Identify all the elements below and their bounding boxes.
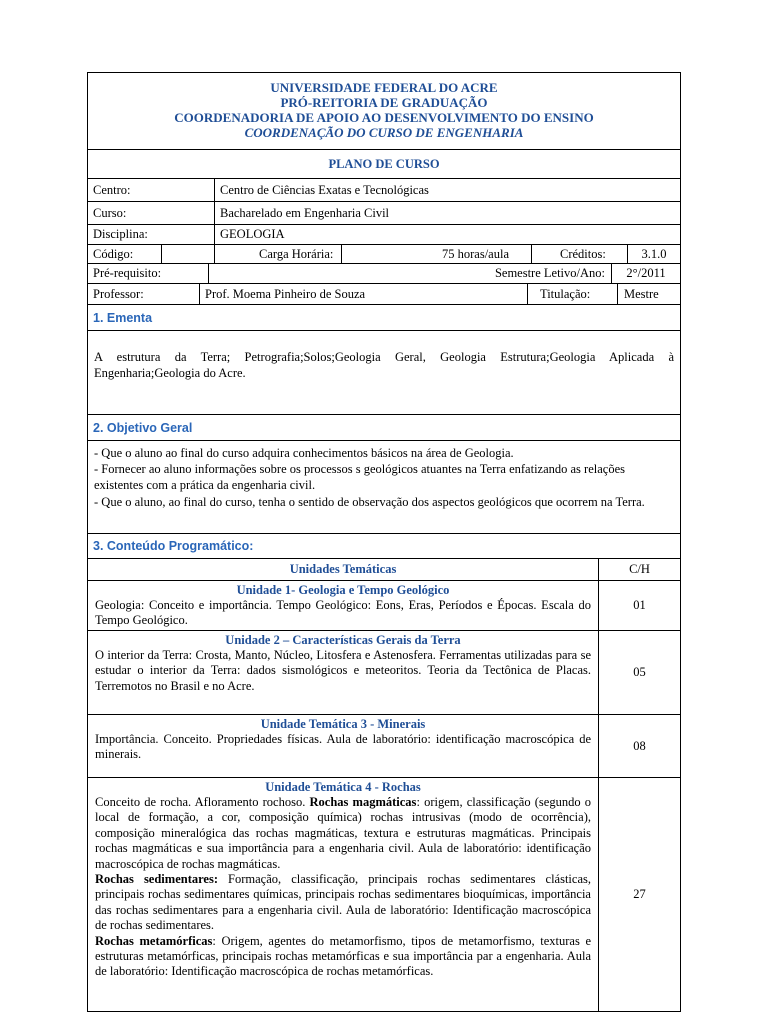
unit-description: Conceito de rocha. Afloramento rochoso. Rochas magmáticas: origem, classificação (segundo o local de formação, a cor, composição química) rochas intrusivas (modo de ocorrência), composição mineralógica das rochas magmáticas, textura e estruturas magmáticas. Principais rochas magmáticas e sua importância para a engenharia civil. Aula de laboratório: identificação macroscópica de rochas magmáticas.	[95, 795, 592, 871]
carga-label: Carga Horária:	[214, 245, 341, 263]
professor-label: Professor:	[93, 286, 144, 301]
ch-column-header: C/H	[598, 559, 680, 580]
unit-hours: 27	[598, 778, 680, 1011]
unit-row	[88, 630, 680, 714]
unit-title: Unidade Temática 3 - Minerais	[260, 717, 426, 731]
objetivo-body-row	[88, 440, 680, 533]
university-name: UNIVERSIDADE FEDERAL DO ACRE	[270, 80, 498, 95]
disciplina-label: Disciplina:	[93, 227, 148, 241]
disciplina-value: GEOLOGIA	[214, 225, 680, 244]
unit-description: Rochas metamórficas: Origem, agentes do metamorfismo, tipos de metamorfismo, texturas e estruturas metamórficas, principais rochas metamórficas e sua importância par a engenharia. Aula de laboratório: Identificação macroscópica de rochas metamórficas.	[95, 933, 592, 979]
curso-label: Curso:	[93, 205, 127, 220]
rochas-sedimentares-heading: Rochas sedimentares:	[95, 872, 218, 887]
rochas-metamorficas-heading: Rochas metamórficas	[95, 933, 213, 948]
creditos-value: 3.1.0	[627, 245, 680, 263]
semestre-value: 2°/2011	[611, 264, 680, 283]
unit-description: Importância. Conceito. Propriedades físicas. Aula de laboratório: identificação macroscópica de minerais.	[95, 732, 591, 762]
unit-row	[88, 777, 680, 1011]
unit-row	[88, 714, 680, 777]
codigo-label: Código:	[93, 246, 134, 261]
ementa-title-row	[88, 304, 680, 330]
codigo-row	[88, 244, 680, 263]
ementa-text: A estrutura da Terra; Petrografia;Solos;Geologia Geral, Geologia Estrutura;Geologia Aplicada à Engenharia;Geologia do Acre.	[94, 350, 674, 380]
plan-title: PLANO DE CURSO	[328, 156, 440, 171]
unit-title: Unidade Temática 4 - Rochas	[265, 780, 421, 794]
unit-title: Unidade 2 – Características Gerais da Terra	[225, 633, 461, 647]
unit-row	[88, 580, 680, 630]
curso-row	[88, 201, 680, 224]
plan-title-row	[88, 149, 680, 178]
unit-title: Unidade 1- Geologia e Tempo Geológico	[236, 583, 450, 597]
codigo-value	[161, 245, 214, 263]
semestre-label: Semestre Letivo/Ano:	[494, 266, 605, 280]
unit-description: Geologia: Conceito e importância. Tempo Geológico: Eons, Eras, Períodos e Épocas. Escala do Tempo Geológico.	[95, 598, 591, 628]
prereq-row	[88, 263, 680, 283]
creditos-label: Créditos:	[531, 245, 627, 263]
ementa-body-row	[88, 330, 680, 414]
prereq-label: Pré-requisito:	[93, 266, 162, 280]
objetivo-item: - Que o aluno, ao final do curso, tenha o sentido de observação dos aspectos geológicos que ocorrem na Terra.	[94, 494, 645, 509]
rochas-magmaticas-heading: Rochas magmáticas	[309, 795, 417, 809]
unit-hours: 01	[598, 581, 680, 630]
curso-value: Bacharelado em Engenharia Civil	[214, 202, 680, 224]
titulacao-label: Titulação:	[527, 284, 617, 304]
institution-header	[88, 73, 680, 149]
disciplina-row	[88, 224, 680, 244]
centro-value: Centro de Ciências Exatas e Tecnológicas	[214, 179, 680, 201]
conteudo-title-row	[88, 533, 680, 558]
objetivo-item: - Fornecer ao aluno informações sobre os processos s geológicos atuantes na Terra enfatizando as relações existentes com a prática da engenharia civil.	[94, 462, 625, 493]
conteudo-title: 3. Conteúdo Programático:	[93, 539, 254, 553]
course-plan-table	[87, 72, 681, 1012]
units-column-header: Unidades Temáticas	[289, 562, 397, 576]
objetivo-title: 2. Objetivo Geral	[93, 420, 193, 435]
unit-description: O interior da Terra: Crosta, Manto, Núcleo, Litosfera e Astenosfera. Ferramentas utilizadas para se estudar o interior da Terra: dados sismológicos e meteoritos. Teoria da Tectônica de Placas. Terremotos no Brasil e no Acre.	[95, 648, 591, 693]
objetivo-title-row	[88, 414, 680, 440]
titulacao-value: Mestre	[617, 284, 680, 304]
prereq-value	[208, 264, 459, 283]
professor-row	[88, 283, 680, 304]
course-plan-document	[87, 72, 681, 1012]
objetivo-item: - Que o aluno ao final do curso adquira conhecimentos básicos na área de Geologia.	[94, 446, 514, 460]
unit-description: Rochas sedimentares: Formação, classificação, principais rochas sedimentares clásticas, principais rochas sedimentares químicas, principais rochas sedimentares bioquímicas, importância das rochas sedimentares para a engenharia civil. Aula de laboratório: Identificação macroscópica de rochas sedimentares.	[95, 872, 591, 933]
pro-rectory-name: PRÓ-REITORIA DE GRADUAÇÃO	[280, 95, 488, 110]
coordination-name: COORDENADORIA DE APOIO AO DESENVOLVIMENTO DO ENSINO	[174, 110, 594, 125]
centro-label: Centro:	[93, 182, 131, 197]
unit-hours: 05	[598, 631, 680, 714]
carga-value: 75 horas/aula	[341, 245, 531, 263]
course-coordination-name: COORDENAÇÃO DO CURSO DE ENGENHARIA	[244, 125, 524, 140]
professor-value: Prof. Moema Pinheiro de Souza	[199, 284, 527, 304]
conteudo-header-row	[88, 558, 680, 580]
ementa-title: 1. Ementa	[93, 310, 153, 325]
unit-hours: 08	[598, 715, 680, 777]
centro-row	[88, 178, 680, 201]
